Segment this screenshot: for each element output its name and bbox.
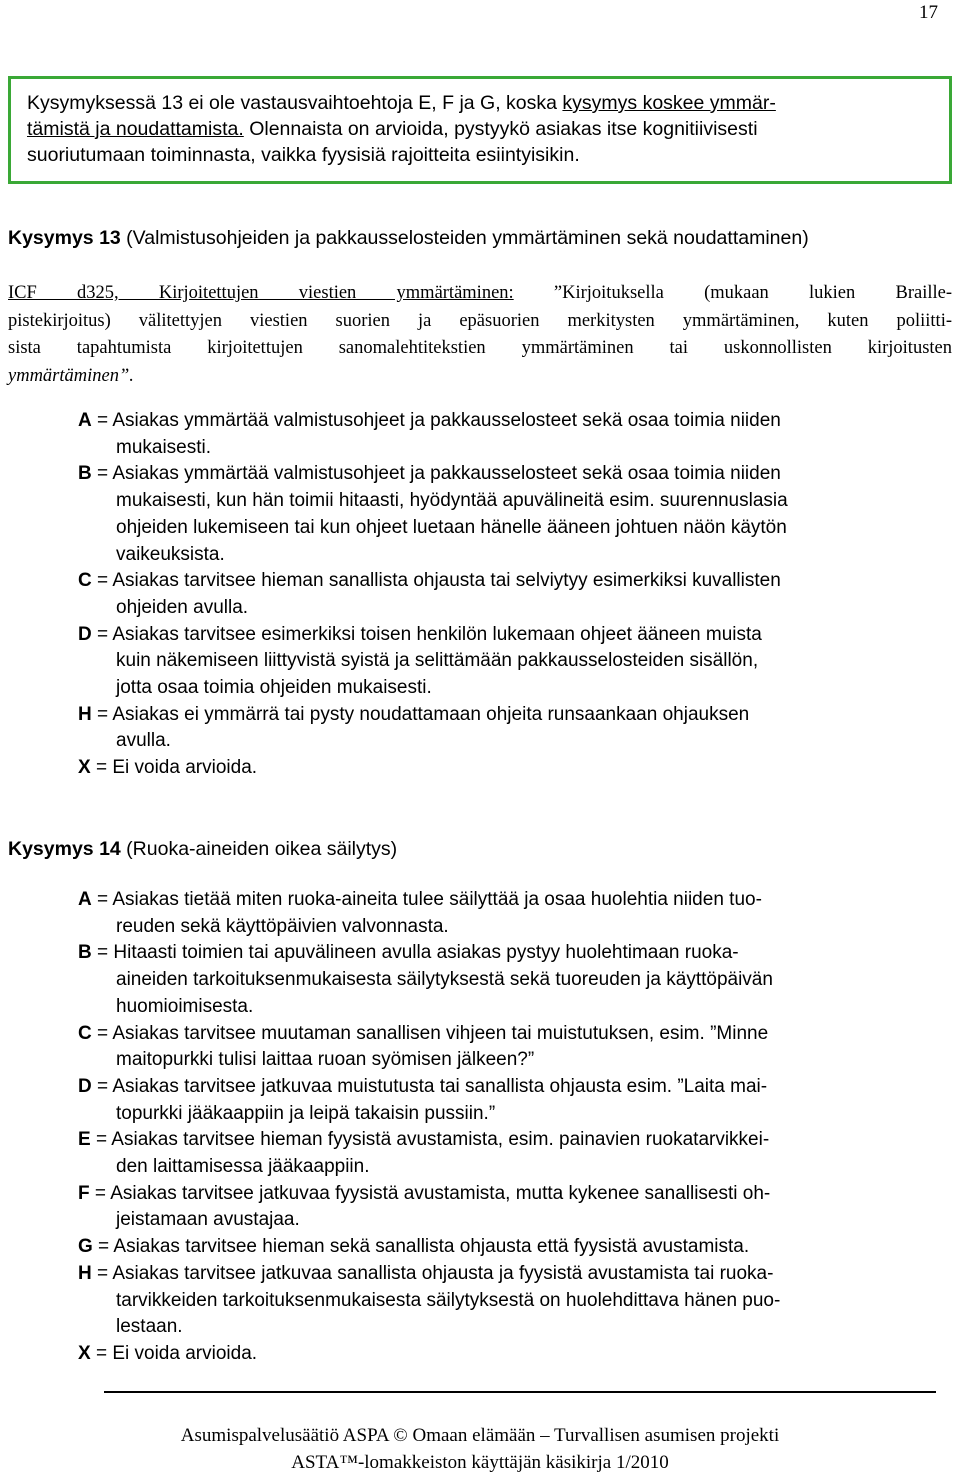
option-separator: =: [89, 1182, 111, 1204]
option-line: [78, 675, 948, 702]
option-text: jeistamaan avustajaa.: [116, 1209, 300, 1231]
option-line: [78, 1288, 948, 1315]
option-key: B: [78, 463, 92, 485]
q13-option-h: [78, 702, 948, 755]
icf-line-2: pistekirjoitus) välitettyjen viestien suorien ja epäsuorien merkitysten ymmärtäminen, kuten poliitti-: [8, 310, 952, 331]
option-line: [78, 1074, 948, 1101]
option-line: [78, 1261, 948, 1288]
option-line: [78, 1207, 948, 1234]
option-line: [78, 702, 948, 729]
option-line: [78, 967, 948, 994]
option-text: Ei voida arvioida.: [112, 1342, 258, 1364]
q13-option-x: [78, 755, 948, 782]
option-text: topurkki jääkaappiin ja leipä takaisin pussiin.”: [116, 1102, 496, 1124]
option-text: Asiakas tarvitsee esimerkiksi toisen henkilön lukemaan ohjeet ääneen muista: [112, 623, 762, 645]
option-separator: =: [91, 570, 113, 592]
note-text: Kysymyksessä 13 ei ole vastausvaihtoehtoja E, F ja G, koska: [27, 92, 563, 114]
option-line: [78, 728, 948, 755]
q13-heading: [8, 227, 809, 250]
q14-option-g: [78, 1234, 948, 1261]
option-text: Hitaasti toimien tai apuvälineen avulla asiakas pystyy huolehtimaan ruoka-: [113, 942, 739, 964]
option-text: Asiakas ymmärtää valmistusohjeet ja pakkausselosteet sekä osaa toimia niiden: [112, 463, 781, 485]
option-line: [78, 1127, 948, 1154]
option-line: [78, 461, 948, 488]
option-line: [78, 1154, 948, 1181]
option-separator: =: [91, 410, 113, 431]
option-text: Asiakas tarvitsee jatkuvaa muistutusta tai sanallista ohjausta esim. ”Laita mai-: [112, 1075, 768, 1097]
option-separator: =: [91, 623, 113, 645]
option-line: [78, 940, 948, 967]
option-text: Asiakas tarvitsee jatkuvaa sanallista ohjausta ja fyysistä avustamista tai ruoka-: [112, 1262, 774, 1284]
q14-option-c: [78, 1021, 948, 1074]
icf-definition: [8, 280, 952, 390]
option-line: [78, 488, 948, 515]
q13-subtitle: (Valmistusohjeiden ja pakkausselosteiden ymmärtäminen sekä noudattaminen): [120, 227, 809, 249]
option-text: Asiakas tarvitsee muutaman sanallisen vihjeen tai muistutuksen, esim. ”Minne: [112, 1022, 769, 1044]
icf-line-4: ymmärtäminen”.: [8, 365, 134, 386]
option-separator: =: [91, 942, 114, 964]
option-line: [78, 1021, 948, 1048]
option-line: [78, 1181, 948, 1208]
option-line: [78, 542, 948, 569]
option-text: reuden sekä käyttöpäivien valvonnasta.: [116, 915, 449, 937]
q14-heading: [8, 838, 397, 861]
option-separator: =: [91, 1262, 113, 1284]
footer-line-2: ASTA™-lomakkeiston käyttäjän käsikirja 1/2010: [291, 1452, 669, 1473]
option-line: [78, 1101, 948, 1128]
note-box: [8, 76, 952, 184]
option-line: [78, 595, 948, 622]
option-text: huomioimisesta.: [116, 995, 254, 1017]
option-text: Asiakas ei ymmärrä tai pysty noudattamaan ohjeita runsaankaan ohjauksen: [112, 703, 750, 725]
icf-line-3: sista tapahtumista kirjoitettujen sanomalehtitekstien ymmärtäminen tai uskonnollisten kirjoitusten: [8, 338, 952, 358]
option-text: avulla.: [116, 730, 171, 752]
option-key: X: [78, 757, 91, 779]
option-line: [78, 435, 948, 462]
note-line-3: suoriutumaan toiminnasta, vaikka fyysisiä rajoitteita esiintyisikin.: [27, 144, 580, 166]
option-key: C: [78, 570, 92, 592]
q14-option-e: [78, 1127, 948, 1180]
option-line: [78, 648, 948, 675]
option-line: [78, 568, 948, 595]
option-text: vaikeuksista.: [116, 543, 225, 565]
option-line: [78, 914, 948, 941]
option-key: H: [78, 703, 92, 725]
q14-title: Kysymys 14: [8, 838, 121, 860]
option-key: A: [78, 889, 92, 910]
option-line: [78, 1314, 948, 1341]
option-key: A: [78, 410, 92, 431]
option-line: [78, 1341, 948, 1368]
option-separator: =: [91, 889, 113, 910]
option-separator: =: [90, 757, 113, 779]
note-line-2: [27, 116, 949, 142]
option-text: jotta osaa toimia ohjeiden mukaisesti.: [116, 677, 432, 699]
option-key: B: [78, 942, 92, 964]
option-text: Asiakas tarvitsee jatkuvaa fyysistä avustamista, mutta kykenee sanallisesti oh-: [110, 1182, 771, 1204]
option-line: [78, 994, 948, 1021]
note-text: Olennaista on arvioida, pystyykö asiakas itse kognitiivisesti: [243, 118, 758, 140]
icf-code: ICF d325, Kirjoitettujen viestien ymmärtäminen:: [8, 283, 514, 303]
option-text: Asiakas tarvitsee hieman sekä sanallista ohjausta että fyysistä avustamista.: [113, 1236, 750, 1258]
q13-title: Kysymys 13: [8, 227, 121, 249]
option-key: G: [78, 1236, 93, 1258]
note-underlined-text: tämistä ja noudattamista.: [27, 118, 244, 140]
q13-option-a: [78, 408, 948, 461]
option-key: E: [78, 1129, 91, 1151]
option-line: [78, 755, 948, 782]
option-key: D: [78, 1075, 92, 1097]
q14-option-x: [78, 1341, 948, 1368]
option-text: Asiakas ymmärtää valmistusohjeet ja pakkausselosteet sekä osaa toimia niiden: [112, 410, 781, 431]
q14-option-h: [78, 1261, 948, 1341]
option-text: Ei voida arvioida.: [112, 757, 258, 779]
option-key: C: [78, 1022, 92, 1044]
q13-option-c: [78, 568, 948, 621]
option-text: maitopurkki tulisi laittaa ruoan syömisen jälkeen?”: [116, 1049, 535, 1071]
option-text: kuin näkemiseen liittyvistä syistä ja selittämään pakkausselosteiden sisällön,: [116, 650, 759, 672]
icf-line-1: [8, 280, 952, 308]
option-text: lestaan.: [116, 1316, 183, 1338]
option-text: aineiden tarkoituksenmukaisesta säilytyksestä sekä tuoreuden ja käyttöpäivän: [116, 969, 773, 991]
q14-option-d: [78, 1074, 948, 1127]
option-key: F: [78, 1182, 90, 1204]
q14-option-a: [78, 887, 948, 940]
option-text: mukaisesti.: [116, 436, 212, 458]
option-key: D: [78, 623, 92, 645]
option-text: ohjeiden lukemiseen tai kun ohjeet luetaan hänelle ääneen johtuen näön käytön: [116, 516, 787, 538]
q13-option-b: [78, 461, 948, 568]
note-underlined-text: kysymys koskee ymmär-: [562, 92, 776, 114]
option-separator: =: [91, 463, 113, 485]
page-number: 17: [919, 2, 938, 23]
option-text: Asiakas tarvitsee hieman sanallista ohjausta tai selviytyy esimerkiksi kuvallisten: [112, 570, 781, 592]
option-text: tarvikkeiden tarkoituksenmukaisesta säilytyksestä on huolehdittava hänen puo-: [116, 1289, 781, 1311]
option-text: Asiakas tietää miten ruoka-aineita tulee säilyttää ja osaa huolehtia niiden tuo-: [112, 889, 762, 910]
option-text: ohjeiden avulla.: [116, 596, 249, 618]
icf-text: ”Kirjoituksella (mukaan lukien Braille-: [513, 283, 952, 303]
option-separator: =: [90, 1342, 113, 1364]
footer-divider: [104, 1391, 936, 1393]
note-line-1: [27, 90, 949, 116]
q14-option-b: [78, 940, 948, 1020]
option-text: Asiakas tarvitsee hieman fyysistä avustamista, esim. painavien ruokatarvikkei-: [111, 1129, 770, 1151]
option-separator: =: [92, 1236, 114, 1258]
option-text: mukaisesti, kun hän toimii hitaasti, hyödyntää apuvälineitä esim. suurennuslasia: [116, 490, 788, 512]
option-line: [78, 622, 948, 649]
option-separator: =: [90, 1129, 112, 1151]
q13-option-d: [78, 622, 948, 702]
footer-line-1: Asumispalvelusäätiö ASPA © Omaan elämään – Turvallisen asumisen projekti: [180, 1425, 780, 1446]
option-key: H: [78, 1262, 92, 1284]
q14-options: [78, 887, 948, 1368]
option-line: [78, 408, 948, 435]
option-line: [78, 887, 948, 914]
option-line: [78, 1047, 948, 1074]
q14-subtitle: (Ruoka-aineiden oikea säilytys): [120, 838, 398, 860]
option-line: [78, 1234, 948, 1261]
option-separator: =: [91, 1075, 113, 1097]
option-separator: =: [91, 1022, 113, 1044]
q14-option-f: [78, 1181, 948, 1234]
option-line: [78, 515, 948, 542]
q13-options: [78, 408, 948, 782]
option-key: X: [78, 1342, 91, 1364]
option-text: den laittamisessa jääkaappiin.: [116, 1156, 370, 1178]
option-separator: =: [91, 703, 113, 725]
